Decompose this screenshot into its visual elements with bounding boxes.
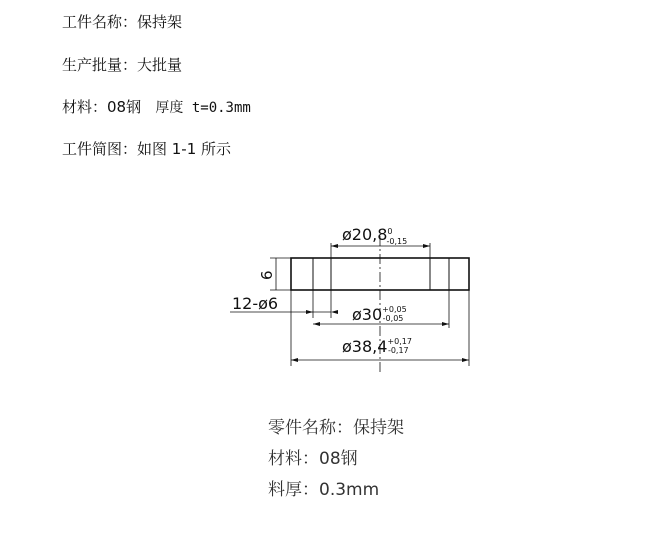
sketch-reference-line: 工件简图：如图 1-1 所示 — [62, 140, 232, 158]
caption-material: 材料：08钢 — [268, 449, 358, 469]
dim-height-label: 6 — [258, 270, 276, 280]
dim-top-upper: 0 — [387, 227, 393, 236]
dim-top-lower: -0,15 — [386, 237, 408, 246]
material-label: 材料：08钢 — [62, 98, 142, 116]
dim-bottom-base: ø38,4 — [342, 337, 388, 356]
dim-mid-upper: +0,05 — [382, 305, 407, 314]
dim-mid-lower: -0,05 — [382, 314, 404, 323]
dim-top-label — [342, 225, 407, 246]
dim-bottom-upper: +0,17 — [387, 337, 412, 346]
caption-thickness: 料厚：0.3mm — [268, 480, 380, 500]
dim-holes-label: 12-ø6 — [232, 294, 279, 313]
part-name-line: 工件名称：保持架 — [62, 13, 183, 31]
dim-mid-base: ø30 — [352, 305, 383, 324]
dim-bottom-label — [342, 337, 412, 356]
production-batch-line: 生产批量：大批量 — [62, 56, 183, 74]
dim-mid-label — [352, 305, 407, 324]
caption-part-name: 零件名称：保持架 — [268, 418, 404, 438]
dim-top-base: ø20,8 — [342, 225, 388, 244]
dim-bottom-lower: -0,17 — [387, 346, 409, 355]
thickness-label: 厚度 t=0.3mm — [155, 100, 251, 116]
